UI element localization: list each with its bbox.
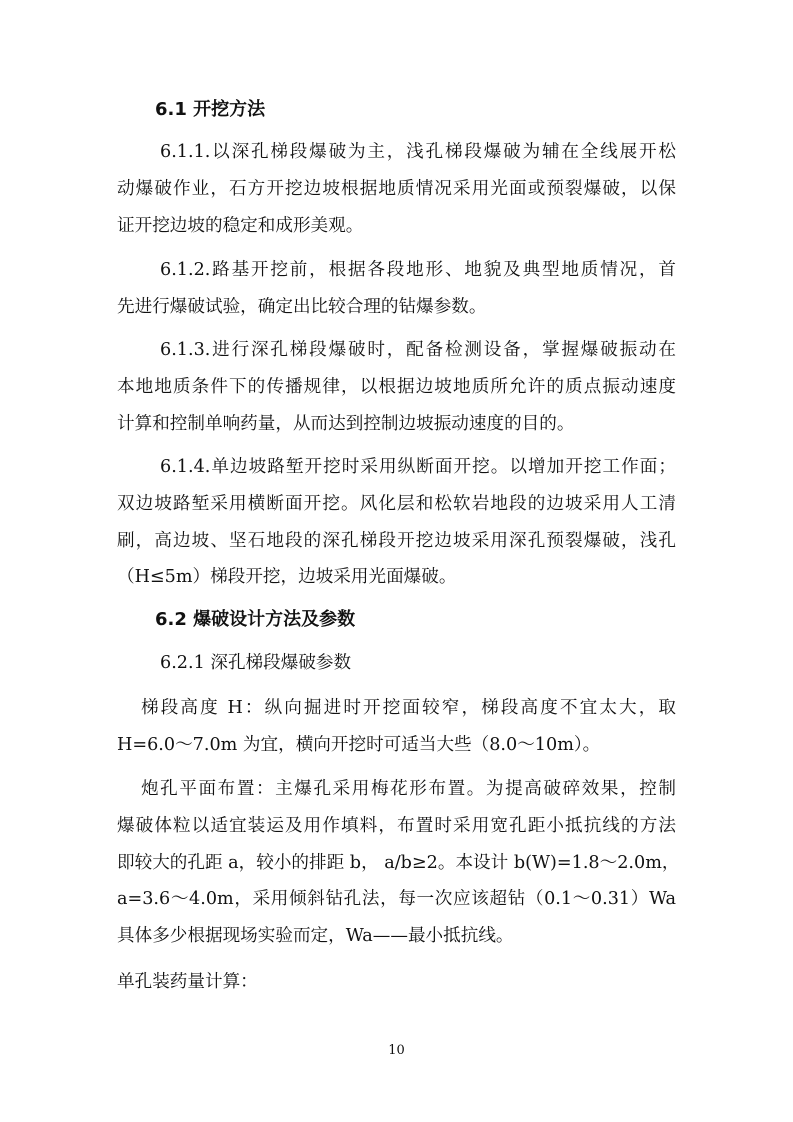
paragraph-6-1-3 [117, 332, 676, 442]
text-line: 6.1.3.进行深孔梯段爆破时，配备检测设备，掌握爆破振动在 [160, 340, 676, 360]
page-number: 10 [388, 1043, 405, 1058]
text-line: 计算和控制单响药量，从而达到控制边坡振动速度的目的。 [117, 413, 575, 434]
heading-6-1: 6.1 开挖方法 [155, 99, 266, 120]
paragraph-6-1-2 [117, 252, 676, 326]
text-line: a=3.6～4.0m，采用倾斜钻孔法，每一次应该超钻（0.1～0.31）Wa [117, 889, 676, 910]
text-line: 6.2.1 深孔梯段爆破参数 [160, 653, 352, 673]
text-line: 梯段高度 H：纵向掘进时开挖面较窄，梯段高度不宜太大，取 [141, 698, 676, 718]
text-line: 证开挖边坡的稳定和成形美观。 [117, 215, 364, 236]
paragraph-6-1-4 [117, 449, 676, 596]
text-line: 具体多少根据现场实验而定，Wa——最小抵抗线。 [117, 926, 514, 947]
text-line: （H≤5m）梯段开挖，边坡采用光面爆破。 [117, 567, 457, 588]
text-line: 动爆破作业，石方开挖边坡根据地质情况采用光面或预裂爆破，以保 [117, 178, 676, 199]
text-line: 双边坡路堑采用横断面开挖。风化层和松软岩地段的边坡采用人工清 [117, 493, 676, 514]
paragraph-6-1-1 [117, 134, 676, 244]
subheading-6-2-1 [117, 645, 676, 682]
heading-6-2: 6.2 爆破设计方法及参数 [155, 609, 356, 630]
text-line: 即较大的孔距 a，较小的排距 b， a/b≥2。本设计 b(W)=1.8～2.0m， [117, 852, 680, 873]
text-line: 6.1.1.以深孔梯段爆破为主，浅孔梯段爆破为辅在全线展开松 [160, 142, 676, 162]
text-line: 爆破体粒以适宜装运及用作填料，布置时采用宽孔距小抵抗线的方法 [117, 815, 676, 836]
paragraph-hole-layout [117, 771, 680, 955]
text-line: H=6.0～7.0m 为宜，横向开挖时可适当大些（8.0～10m）。 [117, 734, 601, 755]
text-line: 单孔装药量计算： [117, 972, 258, 992]
text-line: 本地地质条件下的传播规律，以根据边坡地质所允许的质点振动速度 [117, 376, 676, 397]
paragraph-bench-height [117, 690, 676, 764]
paragraph-charge-calc [117, 964, 676, 1001]
text-line: 6.1.4.单边坡路堑开挖时采用纵断面开挖。以增加开挖工作面； [160, 457, 676, 477]
text-line: 炮孔平面布置：主爆孔采用梅花形布置。为提高破碎效果，控制 [141, 779, 676, 799]
text-line: 刷，高边坡、坚石地段的深孔梯段开挖边坡采用深孔预裂爆破，浅孔 [117, 530, 676, 551]
text-line: 先进行爆破试验，确定出比较合理的钻爆参数。 [117, 296, 487, 317]
text-line: 6.1.2.路基开挖前，根据各段地形、地貌及典型地质情况，首 [160, 260, 676, 280]
